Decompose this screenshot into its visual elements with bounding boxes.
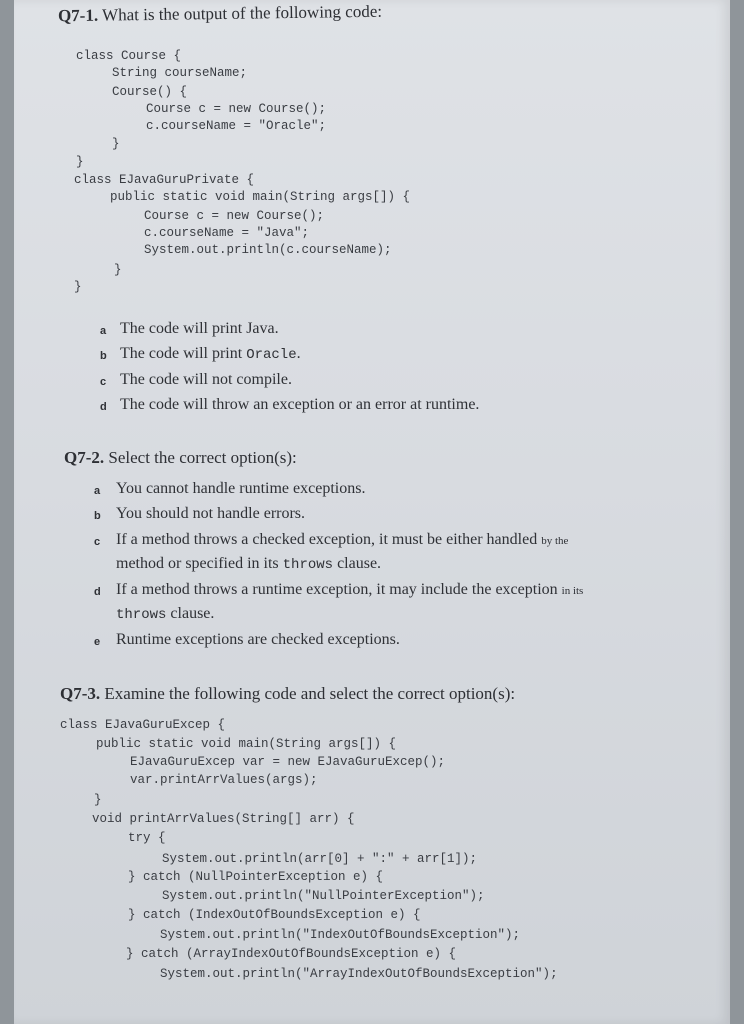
q2-option-letter: e (94, 636, 101, 648)
q2-option-text: You cannot handle runtime exceptions. (116, 480, 366, 497)
q1-title (58, 2, 382, 27)
q1-code-line: } (76, 155, 84, 169)
q3-code-line: EJavaGuruExcep var = new EJavaGuruExcep(); (130, 755, 446, 769)
q3-title (60, 684, 515, 704)
q2-option-d (116, 581, 583, 599)
q2-title (64, 448, 297, 468)
q2-option-code: throws (116, 607, 167, 623)
q1-code-line: class Course { (76, 49, 182, 63)
q2-option-text: You should not handle errors. (116, 505, 306, 522)
q3-code-line: public static void main(String args[]) { (96, 737, 397, 751)
q1-code-line: } (112, 137, 120, 151)
q2-option-d-line2 (116, 605, 214, 623)
q1-number: Q7-1. (57, 5, 99, 26)
q1-option-code: Oracle (246, 347, 297, 363)
q1-code-line: } (74, 280, 82, 294)
q2-option-text: If a method throws a runtime exception, it may include the exception (116, 581, 558, 598)
q2-option-e (116, 631, 400, 649)
q2-option-code: throws (282, 557, 334, 573)
q1-option-text: The code will throw an exception or an error at runtime. (120, 396, 480, 413)
q1-option-letter: d (100, 401, 107, 413)
q3-code-line: } catch (ArrayIndexOutOfBoundsException e) { (126, 947, 457, 961)
q1-code-line: public static void main(String args[]) { (110, 190, 411, 204)
q2-option-text: clause. (166, 605, 215, 622)
q3-code-line: System.out.println("NullPointerException"); (162, 889, 485, 903)
q2-option-letter: c (94, 536, 101, 548)
q3-code-line: class EJavaGuruExcep { (60, 718, 226, 732)
q1-option-letter: c (100, 376, 107, 388)
q2-number: Q7-2. (64, 448, 105, 467)
q2-option-text-tail: in its (561, 585, 584, 597)
q2-prompt: Select the correct option(s): (108, 448, 297, 467)
q3-code-line: } (94, 793, 102, 807)
q3-prompt: Examine the following code and select the correct option(s): (104, 684, 516, 703)
q1-option-letter: b (100, 350, 107, 362)
q3-code-line: System.out.println(arr[0] + ":" + arr[1]); (162, 852, 478, 866)
q1-code-line: class EJavaGuruPrivate { (74, 173, 255, 187)
q2-option-c-line2 (116, 555, 381, 573)
q1-code-line: Course c = new Course(); (146, 102, 327, 116)
q3-code-line: void printArrValues(String[] arr) { (92, 812, 355, 826)
q2-option-b (116, 505, 305, 523)
q1-code-line: c.courseName = "Oracle"; (146, 119, 327, 133)
q1-option-letter: a (100, 325, 107, 337)
q1-option-a (120, 320, 279, 338)
q1-option-text: . (296, 345, 301, 362)
q1-code-line: System.out.println(c.courseName); (144, 243, 392, 257)
q2-option-letter: b (94, 510, 101, 522)
q2-option-text: If a method throws a checked exception, it must be either handled (116, 531, 538, 548)
q1-code-line: String courseName; (112, 66, 248, 80)
q2-option-text: clause. (333, 555, 382, 572)
q1-code-line: } (114, 263, 122, 277)
q1-option-d (120, 396, 479, 414)
q1-option-text: The code will not compile. (120, 371, 292, 388)
book-page (14, 0, 730, 1024)
q1-option-b (120, 345, 301, 363)
q3-code-line: } catch (IndexOutOfBoundsException e) { (128, 908, 421, 922)
q2-option-letter: a (94, 485, 101, 497)
q2-option-a (116, 480, 365, 498)
q2-option-text: Runtime exceptions are checked exceptions. (116, 631, 400, 648)
q1-code-line: c.courseName = "Java"; (144, 226, 310, 240)
q1-code-line: Course() { (112, 85, 188, 99)
q2-option-text: method or specified in its (116, 555, 283, 572)
q1-option-text: The code will print (120, 345, 247, 362)
q3-code-line: try { (128, 831, 166, 845)
q3-code-line: System.out.println("IndexOutOfBoundsException"); (160, 928, 521, 942)
q3-code-line: } catch (NullPointerException e) { (128, 870, 384, 884)
q2-option-c (116, 531, 568, 549)
q3-number: Q7-3. (60, 684, 101, 703)
q1-option-text: The code will print Java. (120, 320, 279, 337)
q1-prompt: What is the output of the following code: (101, 1, 383, 25)
q2-option-text-tail: by the (541, 535, 569, 547)
q3-code-line: System.out.println("ArrayIndexOutOfBoundsException"); (160, 967, 558, 981)
q1-code-line: Course c = new Course(); (144, 209, 325, 223)
q2-option-letter: d (94, 586, 101, 598)
q1-option-c (120, 371, 292, 389)
q3-code-line: var.printArrValues(args); (130, 773, 318, 787)
